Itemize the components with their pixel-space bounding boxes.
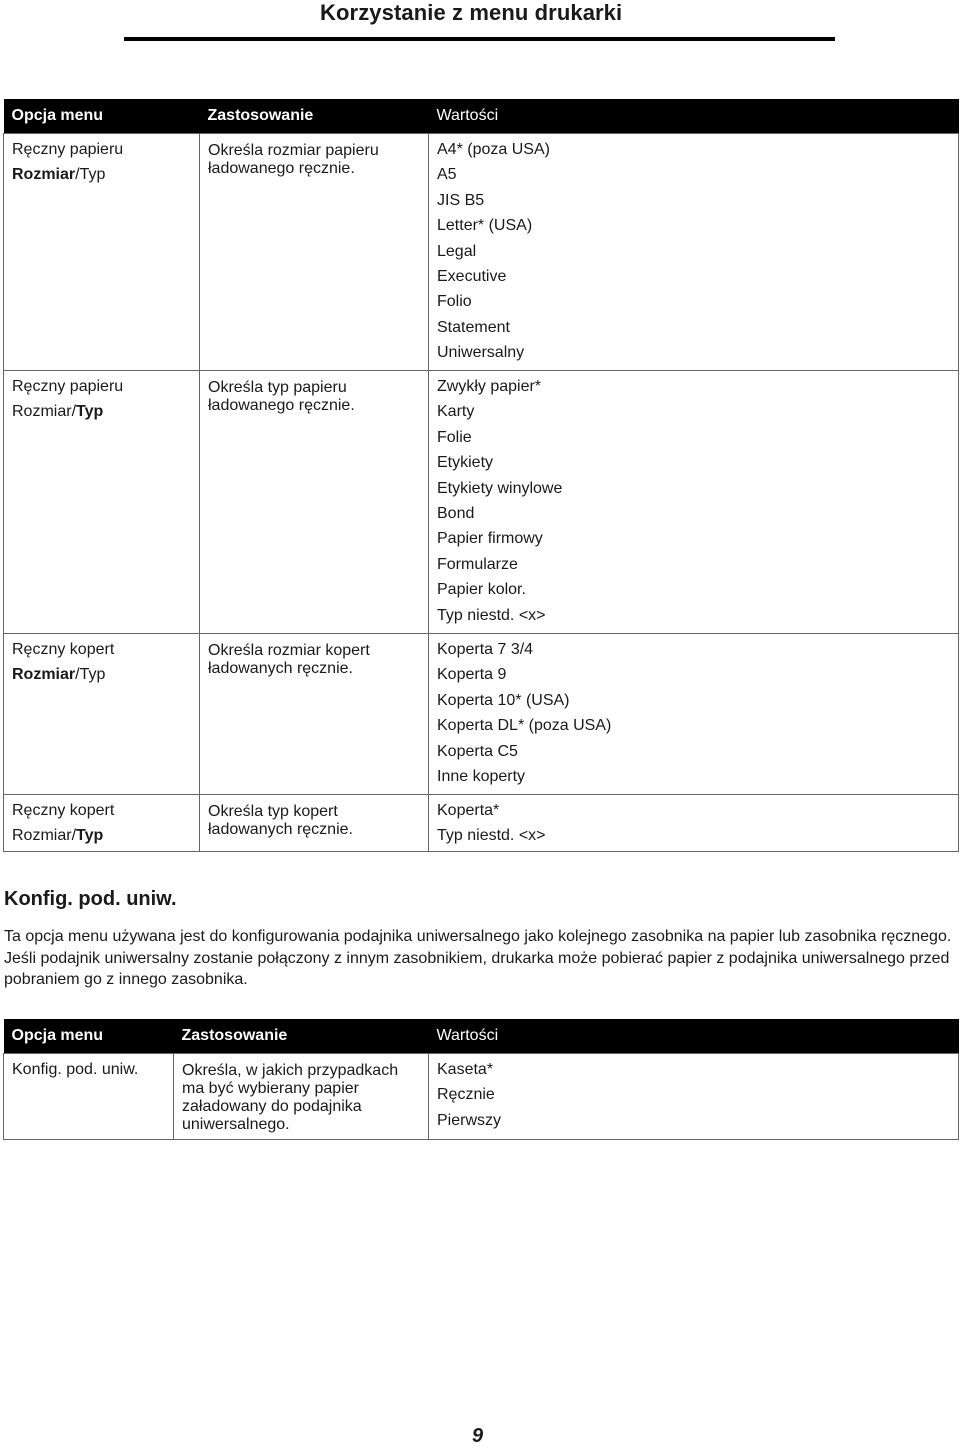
value-item: Etykiety winylowe	[437, 479, 563, 497]
section-heading: Konfig. pod. uniw.	[4, 888, 177, 910]
value-item: Koperta DL* (poza USA)	[437, 717, 612, 735]
option-cell	[4, 371, 200, 634]
option-cell: Konfig. pod. uniw.	[4, 1054, 174, 1140]
values-cell	[429, 795, 959, 852]
option-emphasis: Rozmiar	[12, 166, 76, 183]
option-name: Ręczny papieru	[12, 378, 124, 395]
values-cell	[429, 134, 959, 371]
menu-table-paper	[3, 99, 959, 852]
value-item: Folie	[437, 428, 472, 446]
value-item: Formularze	[437, 555, 518, 573]
table-row	[4, 634, 959, 795]
value-item: Koperta 9	[437, 666, 507, 684]
column-header-usage: Zastosowanie	[200, 99, 429, 134]
value-item: Letter* (USA)	[437, 217, 533, 235]
option-cell	[4, 795, 200, 852]
value-item: Zwykły papier*	[437, 378, 542, 395]
column-header-values: Wartości	[429, 1019, 959, 1054]
usage-cell: Określa typ papieru ładowanego ręcznie.	[200, 371, 429, 634]
values-cell	[429, 1054, 959, 1140]
option-cell	[4, 634, 200, 795]
value-item: Legal	[437, 242, 477, 260]
value-item: A5	[437, 166, 457, 184]
value-item: Pierwszy	[437, 1111, 502, 1129]
value-item: Ręcznie	[437, 1086, 495, 1104]
menu-table-mp-feeder	[3, 1019, 959, 1140]
column-header-option: Opcja menu	[4, 99, 200, 134]
value-item: Karty	[437, 403, 475, 421]
value-item: Papier kolor.	[437, 581, 526, 599]
option-name: Ręczny kopert	[12, 802, 115, 819]
value-item: Statement	[437, 318, 510, 336]
value-item: Papier firmowy	[437, 530, 543, 548]
value-item: Koperta*	[437, 802, 500, 819]
values-cell	[429, 371, 959, 634]
value-item: Folio	[437, 293, 472, 311]
value-item: Koperta 10* (USA)	[437, 691, 570, 709]
option-suffix: /Typ	[75, 666, 106, 683]
table-header-row	[4, 99, 959, 134]
column-header-values: Wartości	[429, 99, 959, 134]
option-cell	[4, 134, 200, 371]
value-item: Typ niestd. <x>	[437, 606, 546, 624]
page-title: Korzystanie z menu drukarki	[320, 0, 623, 25]
value-item: Koperta C5	[437, 742, 518, 760]
title-divider	[124, 37, 835, 41]
value-item: Koperta 7 3/4	[437, 641, 534, 658]
value-item: Inne koperty	[437, 768, 526, 786]
section-description: Ta opcja menu używana jest do konfigurowania podajnika uniwersalnego jako kolejnego zasobnika na papier lub zasobnika ręcznego. Jeśli podajnik uniwersalny zostanie połączony z innym zasobnikiem, drukarka może pobierać papier z podajnika uniwersalnego przed pobraniem go z innego zasobnika.	[4, 928, 952, 988]
value-item: Executive	[437, 268, 507, 286]
value-item: Etykiety	[437, 454, 494, 472]
option-emphasis: Typ	[76, 827, 104, 844]
option-name: Ręczny papieru	[12, 141, 124, 158]
value-item: Kaseta*	[437, 1061, 494, 1078]
table-header-row	[4, 1019, 959, 1054]
option-prefix: Rozmiar/	[12, 403, 77, 420]
page-number: 9	[472, 1425, 484, 1447]
option-suffix: /Typ	[75, 166, 106, 183]
table-row	[4, 795, 959, 852]
usage-cell: Określa rozmiar papieru ładowanego ręcznie.	[200, 134, 429, 371]
option-name: Ręczny kopert	[12, 641, 115, 658]
values-cell	[429, 634, 959, 795]
usage-cell: Określa typ kopert ładowanych ręcznie.	[200, 795, 429, 852]
column-header-usage: Zastosowanie	[174, 1019, 429, 1054]
option-emphasis: Rozmiar	[12, 666, 76, 683]
table-row	[4, 1054, 959, 1140]
table-row	[4, 371, 959, 634]
column-header-option: Opcja menu	[4, 1019, 174, 1054]
table-row	[4, 134, 959, 371]
value-item: A4* (poza USA)	[437, 141, 550, 158]
usage-cell: Określa, w jakich przypadkach ma być wybierany papier załadowany do podajnika uniwersalnego.	[174, 1054, 429, 1140]
value-item: Uniwersalny	[437, 344, 525, 362]
value-item: Bond	[437, 505, 475, 523]
usage-cell: Określa rozmiar kopert ładowanych ręcznie.	[200, 634, 429, 795]
option-emphasis: Typ	[76, 403, 104, 420]
option-prefix: Rozmiar/	[12, 827, 77, 844]
value-item: JIS B5	[437, 191, 485, 209]
value-item: Typ niestd. <x>	[437, 827, 546, 845]
